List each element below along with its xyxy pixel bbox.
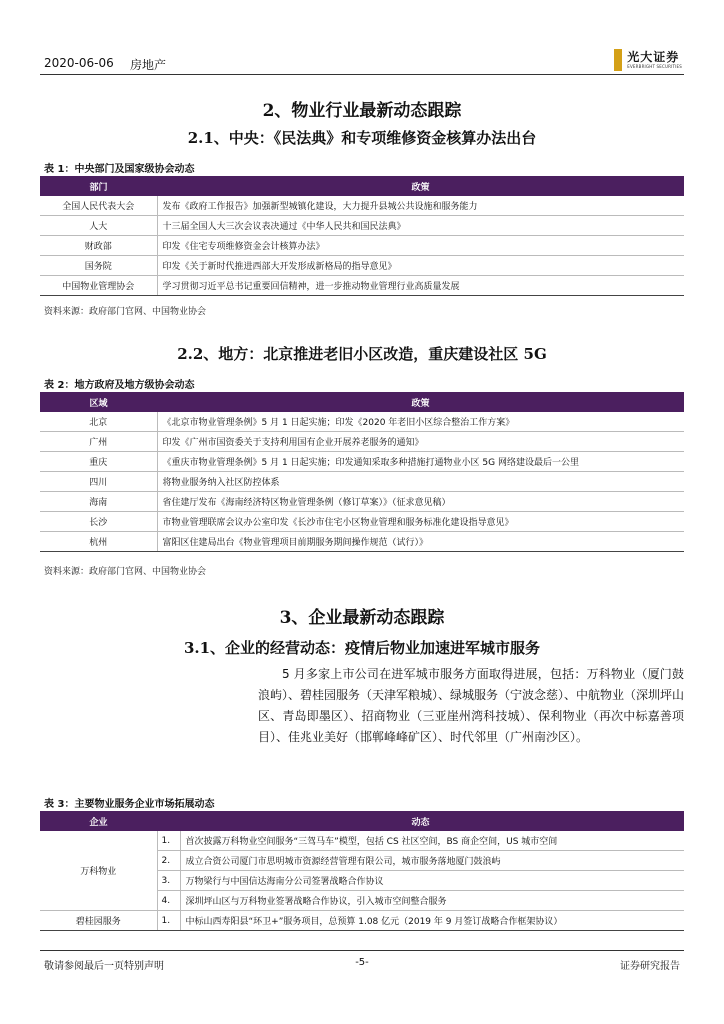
page-header	[40, 50, 684, 76]
policy-cell: 印发《住宅专项维修资金会计核算办法》	[157, 236, 684, 256]
region-cell: 重庆	[40, 452, 157, 472]
report-date: 2020-06-06	[44, 56, 114, 70]
policy-cell: 富阳区住建局出台《物业管理项目前期服务期间操作规范（试行）》	[157, 532, 684, 552]
table-3-caption: 表 3：主要物业服务企业市场拓展动态	[44, 799, 215, 810]
department-cell: 全国人民代表大会	[40, 196, 157, 216]
region-cell: 北京	[40, 412, 157, 432]
policy-cell: 印发《关于新时代推进西部大开发形成新格局的指导意见》	[157, 256, 684, 276]
section-2-2-title: 2.2、地方：北京推进老旧小区改造，重庆建设社区 5G	[177, 345, 547, 363]
table-3-company-expansion	[40, 811, 684, 931]
item-number: 2.	[157, 851, 180, 871]
table-1-caption: 表 1：中央部门及国家级协会动态	[44, 164, 195, 175]
table-row	[40, 492, 684, 512]
table-row	[40, 276, 684, 296]
paragraph-text: 5 月多家上市公司在进军城市服务方面取得进展，包括：万科物业（厦门鼓浪屿）、碧桂园服务（天津军粮城）、绿城服务（宁波念慈）、中航物业（深圳坪山区、青岛即墨区）、招商物业（三亚崖州湾科技城）、保利物业（再次中标嘉善项目）、佳兆业美好（邯郸峰峰矿区）、时代邻里（广州南沙区）。	[258, 667, 685, 744]
table-header-row	[40, 176, 684, 196]
table-row	[40, 532, 684, 552]
table-2-local-policies	[40, 392, 684, 552]
table-2-caption: 表 2：地方政府及地方级协会动态	[44, 380, 195, 391]
table-row	[40, 452, 684, 472]
logo-english-name: EVERBRIGHT SECURITIES	[627, 64, 682, 69]
header-divider	[40, 74, 684, 75]
section-3-1-paragraph	[258, 664, 684, 748]
region-cell: 长沙	[40, 512, 157, 532]
table-row	[40, 831, 684, 851]
activity-cell: 首次披露万科物业空间服务“三驾马车”模型，包括 CS 社区空间，BS 商企空间，US 城市空间	[180, 831, 684, 851]
disclaimer-note: 敬请参阅最后一页特别声明	[44, 961, 164, 972]
policy-cell: 《重庆市物业管理条例》5 月 1 日起实施；印发通知采取多种措施打通物业小区 5G 网络建设最后一公里	[157, 452, 684, 472]
section-2-title: 2、物业行业最新动态跟踪	[262, 101, 462, 121]
department-cell: 中国物业管理协会	[40, 276, 157, 296]
table-header-row	[40, 392, 684, 412]
region-cell: 四川	[40, 472, 157, 492]
item-number: 4.	[157, 891, 180, 911]
policy-cell: 学习贯彻习近平总书记重要回信精神，进一步推动物业管理行业高质量发展	[157, 276, 684, 296]
footer-divider	[40, 950, 684, 951]
section-2-1-title: 2.1、中央：《民法典》和专项维修资金核算办法出台	[187, 129, 537, 147]
activity-cell: 中标山西寿阳县“环卫+”服务项目，总预算 1.08 亿元（2019 年 9 月签订战略合作框架协议）	[180, 911, 684, 931]
department-cell: 财政部	[40, 236, 157, 256]
item-number: 1.	[157, 911, 180, 931]
policy-cell: 发布《政府工作报告》加强新型城镇化建设，大力提升县城公共设施和服务能力	[157, 196, 684, 216]
column-header: 部门	[40, 176, 157, 196]
table-row	[40, 196, 684, 216]
table-1-central-policies	[40, 176, 684, 296]
table-1-source: 资料来源：政府部门官网、中国物业协会	[44, 307, 207, 317]
section-3-title: 3、企业最新动态跟踪	[279, 608, 445, 628]
activity-cell: 深圳坪山区与万科物业签署战略合作协议，引入城市空间整合服务	[180, 891, 684, 911]
policy-cell: 《北京市物业管理条例》5 月 1 日起实施；印发《2020 年老旧小区综合整治工作方案》	[157, 412, 684, 432]
table-row	[40, 472, 684, 492]
policy-cell: 将物业服务纳入社区防控体系	[157, 472, 684, 492]
company-logo	[614, 47, 682, 73]
item-number: 3.	[157, 871, 180, 891]
company-cell: 万科物业	[40, 831, 157, 911]
table-row	[40, 216, 684, 236]
policy-cell: 十三届全国人大三次会议表决通过《中华人民共和国民法典》	[157, 216, 684, 236]
table-row	[40, 432, 684, 452]
table-header-row	[40, 811, 684, 831]
logo-chinese-name: 光大证券	[627, 50, 680, 64]
column-header: 动态	[157, 811, 684, 831]
item-number: 1.	[157, 831, 180, 851]
column-header: 区域	[40, 392, 157, 412]
region-cell: 海南	[40, 492, 157, 512]
table-row	[40, 412, 684, 432]
department-cell: 国务院	[40, 256, 157, 276]
activity-cell: 成立合资公司厦门市思明城市资源经营管理有限公司，城市服务落地厦门鼓浪屿	[180, 851, 684, 871]
department-cell: 人大	[40, 216, 157, 236]
table-row	[40, 512, 684, 532]
policy-cell: 市物业管理联席会议办公室印发《长沙市住宅小区物业管理和服务标准化建设指导意见》	[157, 512, 684, 532]
company-cell: 碧桂园服务	[40, 911, 157, 931]
policy-cell: 省住建厅发布《海南经济特区物业管理条例（修订草案）》（征求意见稿）	[157, 492, 684, 512]
column-header: 政策	[157, 176, 684, 196]
policy-cell: 印发《广州市国资委关于支持利用国有企业开展养老服务的通知》	[157, 432, 684, 452]
table-row	[40, 256, 684, 276]
table-row	[40, 236, 684, 256]
region-cell: 杭州	[40, 532, 157, 552]
table-2-source: 资料来源：政府部门官网、中国物业协会	[44, 567, 207, 577]
report-sector: 房地产	[130, 58, 167, 72]
column-header: 企业	[40, 811, 157, 831]
logo-mark-icon	[614, 49, 622, 71]
report-type: 证券研究报告	[620, 961, 680, 972]
column-header: 政策	[157, 392, 684, 412]
region-cell: 广州	[40, 432, 157, 452]
activity-cell: 万物梁行与中国信达海南分公司签署战略合作协议	[180, 871, 684, 891]
section-3-1-title: 3.1、企业的经营动态：疫情后物业加速进军城市服务	[183, 639, 541, 657]
page-number: -5-	[355, 957, 369, 968]
table-row	[40, 911, 684, 931]
